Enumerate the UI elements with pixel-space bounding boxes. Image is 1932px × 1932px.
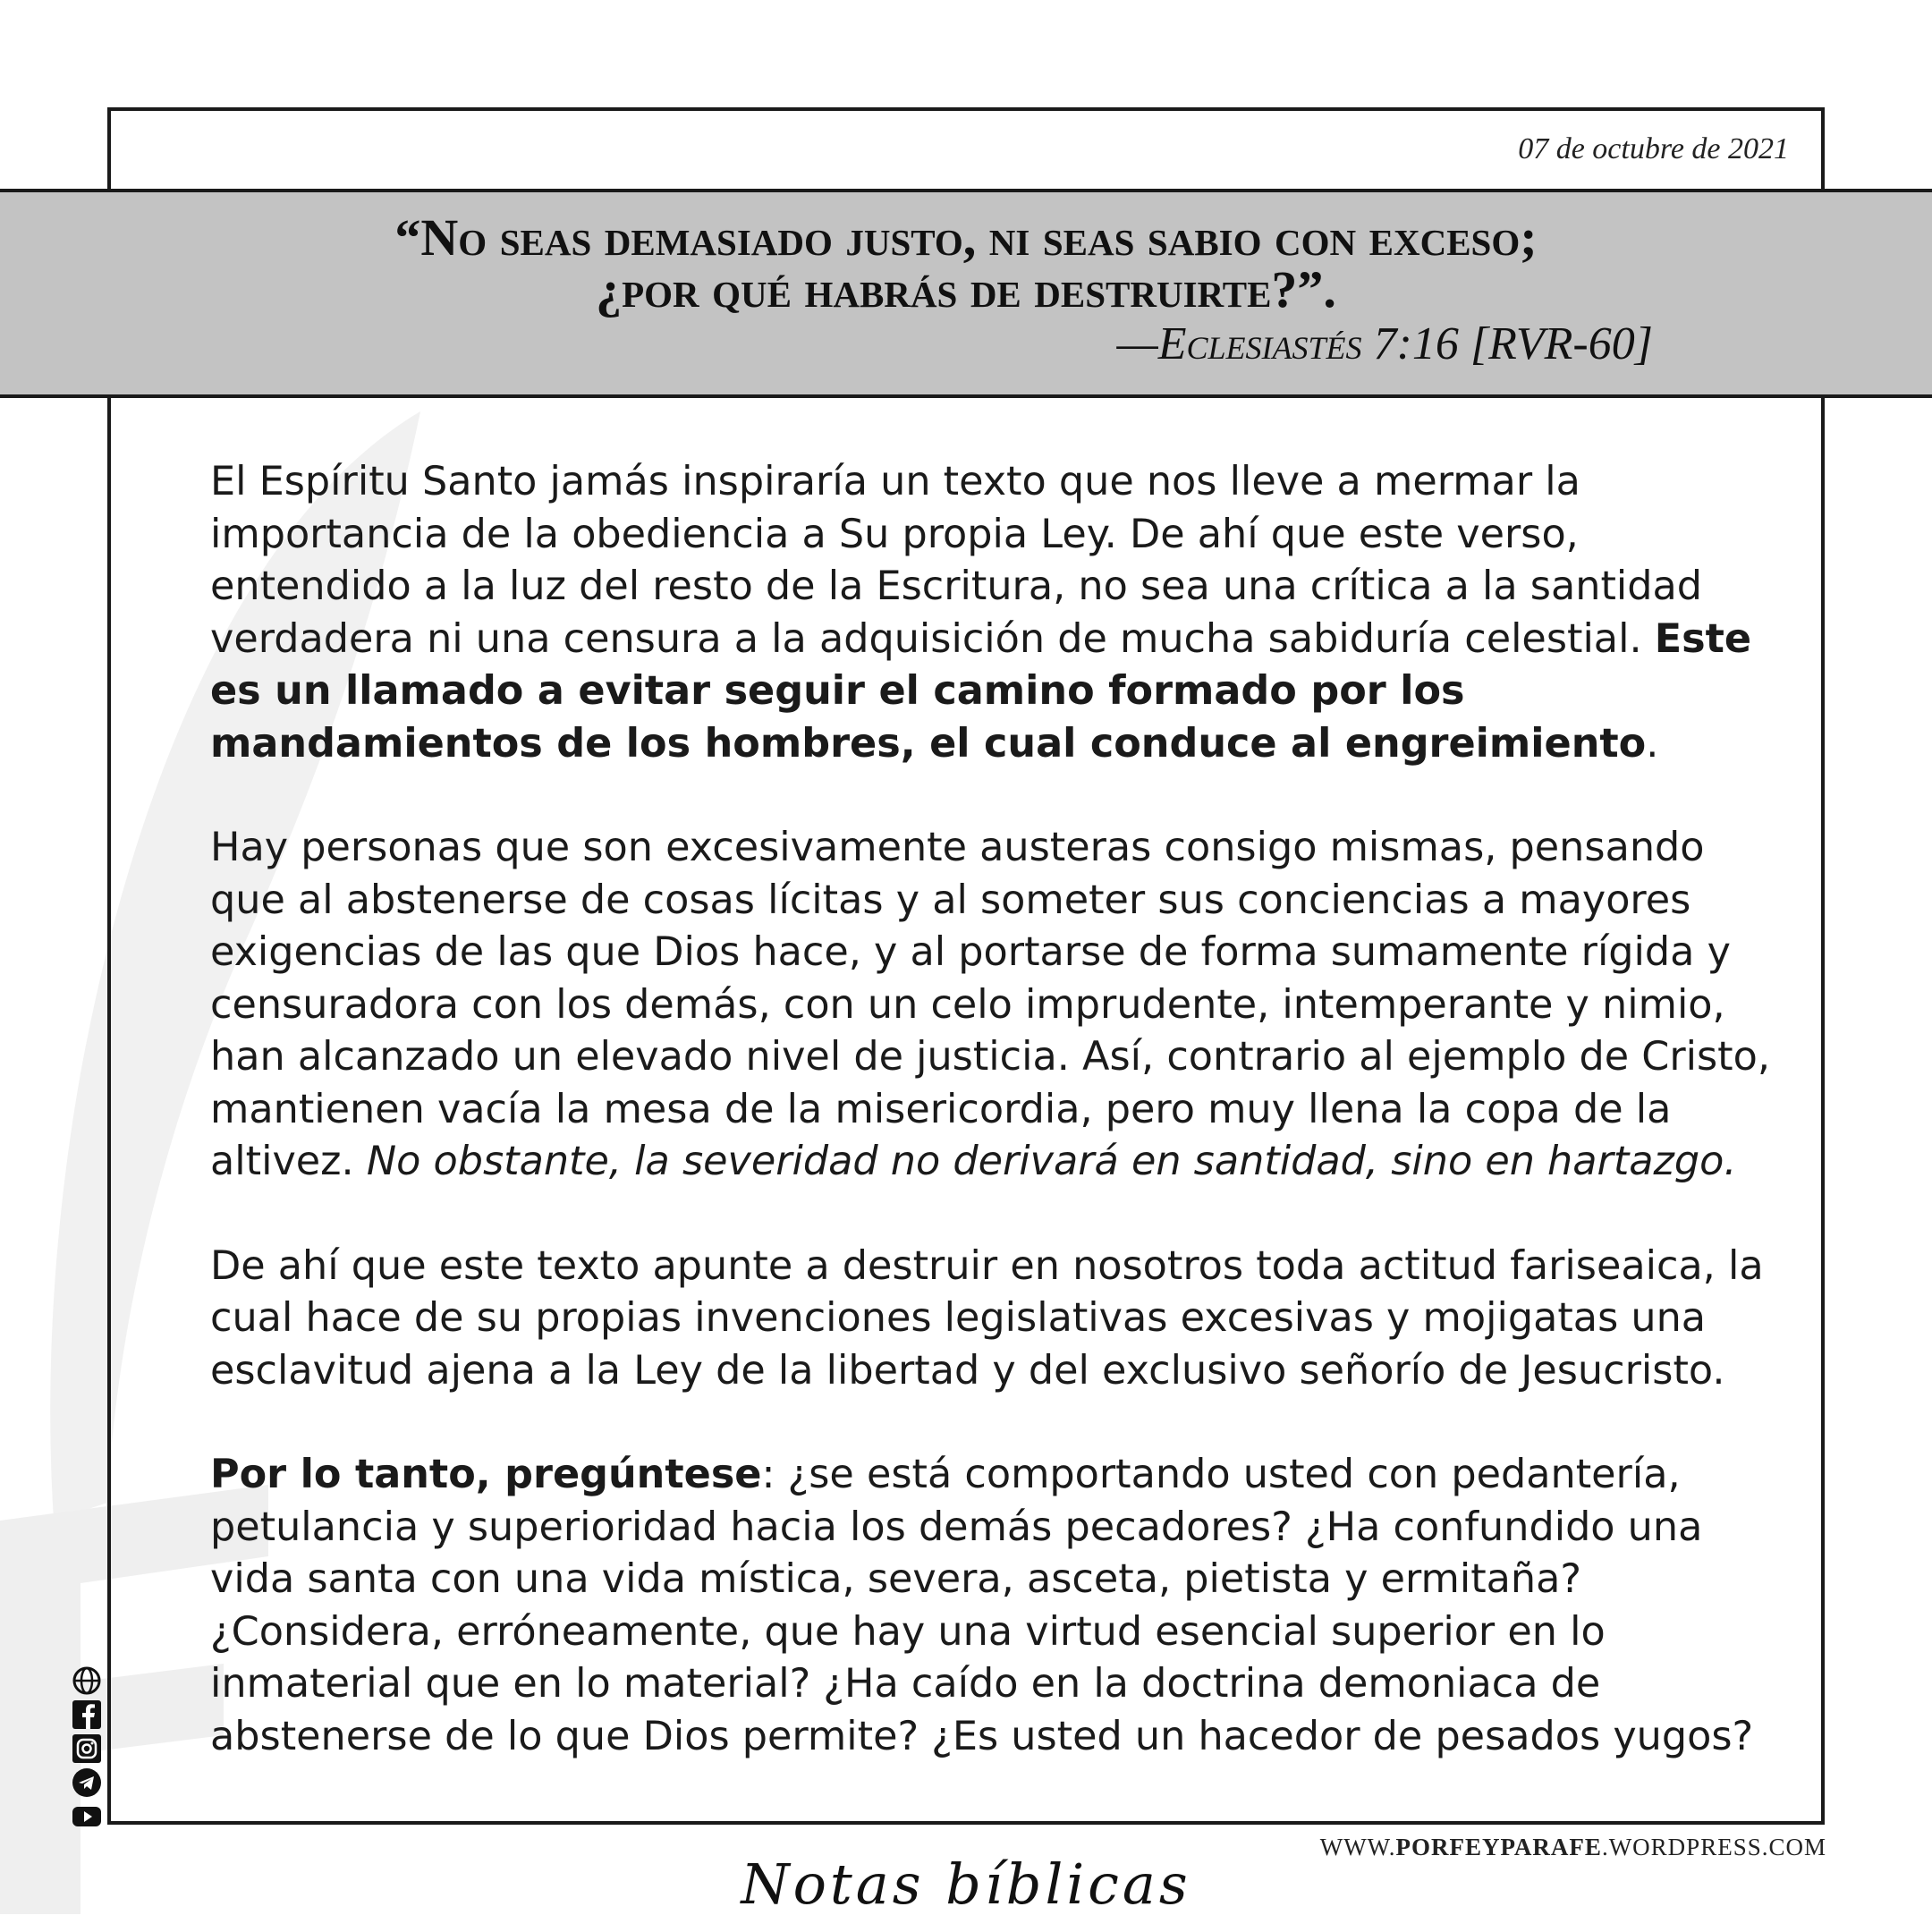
devotional-body: [210, 456, 1771, 1815]
paragraph-3: De ahí que este texto apunte a destruir en nosotros toda actitud fariseaica, la cual hace de su propias invenciones legislativas excesivas y mojigatas una esclavitud ajena a la Ley de la libertad y del exclusivo señorío de Jesucristo.: [210, 1242, 1764, 1394]
website-link[interactable]: [1320, 1834, 1826, 1861]
reference-chapter: 7:16 [RVR-60]: [1361, 318, 1653, 369]
instagram-icon[interactable]: [72, 1733, 102, 1764]
social-icons: [72, 1665, 102, 1835]
p1-emphasis: Este es un llamado a evitar seguir el camino formado por los mandamientos de los hombres, el cual conduce al engreimiento: [210, 615, 1752, 767]
verse-line-2: ¿por qué habrás de destruirte?”.: [596, 260, 1336, 318]
p4-text: : ¿se está comportando usted con pedantería, petulancia y superioridad hacia los demás pecadores? ¿Ha confundido una vida santa con una vida mística, severa, asceta, pietista y ermitaña? ¿Considera, erróneamente, que hay una virtud esencial superior en lo inmaterial que en lo material? ¿Ha caído en la doctrina demoniaca de abstenerse de lo que Dios permite? ¿Es usted un hacedor de pesados yugos?: [210, 1452, 1754, 1759]
date-label: 07 de octubre de 2021: [1518, 132, 1789, 165]
brand-signature: Notas bíblicas: [741, 1852, 1191, 1917]
p4-emphasis: Por lo tanto, pregúntese: [210, 1452, 762, 1497]
verse-line-1: “No seas demasiado justo, ni seas sabio con exceso;: [394, 208, 1538, 267]
paragraph-1: [210, 456, 1771, 770]
globe-icon[interactable]: [72, 1665, 102, 1696]
verse-banner: [0, 189, 1932, 398]
p2-text: Hay personas que son excesivamente austeras consigo mismas, pensando que al abstenerse de cosas lícitas y al someter sus conciencias a mayores exigencias de las que Dios hace, y al portarse de forma sumamente rígida y censuradora con los demás, con un celo imprudente, intemperante y nimio, han alcanzado un elevado nivel de justicia. Así, contrario al ejemplo de Cristo, mantienen vacía la mesa de la misericordia, pero muy llena la copa de la altivez.: [210, 825, 1770, 1184]
url-prefix: WWW.: [1319, 1834, 1396, 1860]
verse-reference: [1117, 318, 1653, 370]
verse-quote: [0, 208, 1932, 318]
paragraph-4: [210, 1449, 1771, 1763]
telegram-icon[interactable]: [72, 1767, 102, 1798]
reference-book: —Eclesiastés: [1116, 318, 1362, 369]
facebook-icon[interactable]: [72, 1699, 102, 1730]
p2-italic: No obstante, la severidad no derivará en santidad, sino en hartazgo.: [366, 1139, 1737, 1184]
url-suffix: .WORDPRESS.COM: [1601, 1834, 1826, 1860]
youtube-icon[interactable]: [72, 1801, 102, 1832]
p1-end: .: [1646, 720, 1659, 767]
url-domain: PORFEYPARAFE: [1395, 1834, 1602, 1860]
p1-text: El Espíritu Santo jamás inspiraría un texto que nos lleve a mermar la importancia de la obediencia a Su propia Ley. De ahí que este verso, entendido a la luz del resto de la Escritura, no sea una crítica a la santidad verdadera ni una censura a la adquisición de mucha sabiduría celestial.: [210, 459, 1703, 662]
paragraph-2: [210, 822, 1771, 1189]
